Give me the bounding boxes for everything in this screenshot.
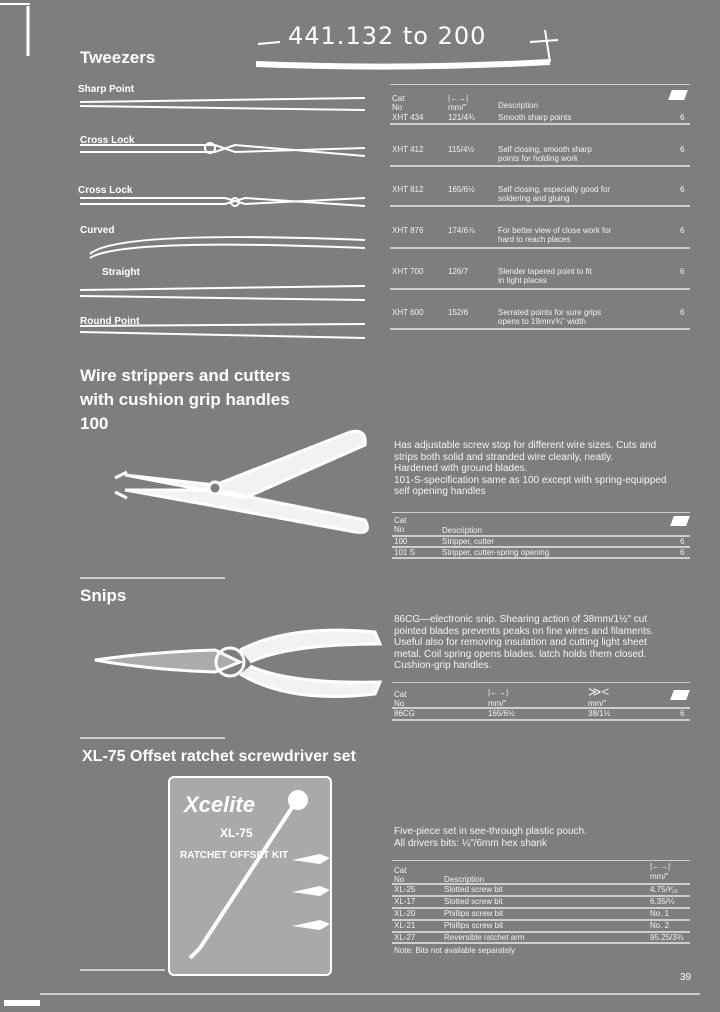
strippers-title-line1: Wire strippers and cutters — [80, 366, 291, 385]
corner-mark — [0, 0, 40, 60]
row-cat: XHT 434 — [392, 113, 424, 122]
col-no: No — [394, 525, 405, 534]
row-qty: 6 — [680, 548, 685, 557]
row-cat: XHT 812 — [392, 185, 424, 194]
row-cat: 100 — [394, 537, 408, 546]
row-qty: 6 — [680, 267, 685, 276]
snips-description — [394, 614, 704, 672]
row-desc-2: hard to reach places — [498, 235, 571, 244]
col-length-symbol: |←→| — [488, 688, 509, 697]
col-size-unit: mm/" — [448, 103, 467, 112]
col-size-symbol: |←→| — [650, 862, 671, 871]
tweezer-label-cross-lock-1: Cross Lock — [80, 135, 135, 146]
col-cat: Cat — [392, 94, 405, 103]
screwdriver-table — [392, 860, 690, 956]
footer-rule — [0, 982, 720, 1012]
tweezer-label-straight: Straight — [102, 267, 140, 278]
screwdriver-bits-illustration — [290, 850, 350, 970]
col-cut-unit: mm/" — [588, 699, 607, 708]
screwdriver-title: XL-75 Offset ratchet screwdriver set — [82, 748, 356, 765]
row-qty: 6 — [680, 145, 685, 154]
row-size: 95.25/3¾ — [650, 933, 684, 942]
wire-stripper-illustration — [95, 420, 385, 550]
section-rule — [80, 968, 230, 972]
tweezers-table — [390, 84, 690, 334]
row-cut: 38/1½ — [588, 709, 611, 718]
col-no: No — [394, 875, 405, 884]
row-cat: XHT 412 — [392, 145, 424, 154]
strippers-title-line2: with cushion grip handles — [80, 390, 290, 409]
row-cat: 101 S — [394, 548, 415, 557]
row-desc-2: in tight places — [498, 276, 547, 285]
row-desc: Phillips screw bit — [444, 909, 504, 918]
snips-table — [392, 682, 690, 722]
row-qty: 6 — [680, 185, 685, 194]
screwdriver-desc-line: All drivers bits: ¼"/6mm hex shank — [394, 837, 548, 849]
col-length-unit: mm/" — [488, 699, 507, 708]
col-cat: Cat — [394, 690, 407, 699]
row-size: No. 1 — [650, 909, 670, 918]
snips-title: Snips — [80, 586, 127, 605]
col-size-unit: mm/" — [650, 872, 669, 881]
row-cat: XHT 600 — [392, 308, 424, 317]
col-desc: Description — [498, 101, 539, 110]
row-cat: XHT 700 — [392, 267, 424, 276]
col-cut-symbol: ≫< — [588, 684, 610, 699]
row-desc: Stripper, cutter — [442, 537, 495, 546]
tweezers-illustrations — [75, 90, 375, 350]
row-desc: For better view of close work for — [498, 226, 612, 235]
tweezers-title: Tweezers — [80, 48, 156, 67]
row-cat: XL-21 — [394, 921, 416, 930]
tweezer-label-curved: Curved — [80, 225, 115, 236]
page-number: 39 — [680, 972, 692, 983]
section-rule — [80, 736, 230, 740]
snips-desc-line: Useful also for removing insulation and cutting light sheet — [394, 637, 647, 648]
strippers-desc-line: Hardened with ground blades. — [394, 463, 528, 474]
snips-desc-line: Cushion-grip handles. — [394, 660, 492, 671]
row-desc-2: soldering and gluing — [498, 194, 570, 203]
row-size: 4.75/³⁄₁₆ — [650, 885, 678, 894]
row-desc: Reversible ratchet arm — [444, 933, 525, 942]
row-size: 165/6½ — [448, 185, 475, 194]
row-size: 126/7 — [448, 267, 469, 276]
section-rule — [80, 576, 230, 580]
row-desc: Slender tapered point to fit — [498, 267, 592, 276]
row-size: 115/4½ — [448, 145, 475, 154]
pouch-text: RATCHET OFFSET KIT — [180, 850, 289, 861]
row-desc: Self closing, especially good for — [498, 185, 611, 194]
tweezer-label-cross-lock-2: Cross Lock — [78, 185, 133, 196]
strippers-description — [394, 440, 704, 498]
pouch-model: XL-75 — [220, 826, 253, 840]
strippers-table — [392, 512, 690, 560]
row-length: 165/6½ — [488, 709, 515, 718]
row-qty: 6 — [680, 709, 685, 718]
row-qty: 6 — [680, 113, 685, 122]
row-desc: Stripper, cutter-spring opening — [442, 548, 550, 557]
row-desc: Self closing, smooth sharp — [498, 145, 592, 154]
snips-illustration — [90, 622, 390, 712]
row-cat: XL-17 — [394, 897, 416, 906]
row-qty: 6 — [680, 226, 685, 235]
strippers-title-line3: 100 — [80, 414, 109, 433]
row-cat: XL-20 — [394, 909, 416, 918]
snips-table-rules — [392, 682, 690, 722]
row-desc: Phillips screw bit — [444, 921, 504, 930]
row-size: 174/6⅞ — [448, 226, 475, 235]
screwdriver-table-rules — [392, 860, 690, 944]
row-cat: 86CG — [394, 709, 415, 718]
snips-desc-line: 86CG—electronic snip. Shearing action of 38mm/1½" cut — [394, 614, 648, 625]
strippers-desc-line: Has adjustable screw stop for different wire sizes. Cuts and — [394, 440, 657, 451]
row-desc: Slotted screw bit — [444, 897, 503, 906]
row-size: No. 2 — [650, 921, 670, 930]
row-size: 6.35/¼ — [650, 897, 675, 906]
col-no: No — [392, 103, 403, 112]
screwdriver-description — [394, 826, 704, 849]
row-desc: Smooth sharp points — [498, 113, 572, 122]
strippers-desc-line: strips both solid and stranded wire cleanly, neatly. — [394, 451, 614, 463]
tweezer-label-sharp-point: Sharp Point — [78, 84, 135, 95]
row-cat: XHT 876 — [392, 226, 424, 235]
handwritten-underline — [250, 20, 570, 70]
screwdriver-desc-line: Five-piece set in see-through plastic pouch. — [394, 826, 587, 837]
snips-desc-line: pointed blades prevents peaks on fine wires and filaments. — [394, 625, 654, 637]
row-desc: Slotted screw bit — [444, 885, 503, 894]
col-desc: Description — [442, 526, 483, 535]
pouch-brand: Xcelite — [184, 792, 255, 817]
row-desc-2: points for holding work — [498, 154, 579, 163]
row-desc-2: opens to 19mm/¾" width — [498, 317, 586, 326]
handwritten-catalog-range: 441.132 to 200 — [288, 22, 487, 50]
col-no: No — [394, 699, 405, 708]
table-note: Note: Bits not available separately — [394, 946, 515, 955]
col-cat: Cat — [394, 516, 407, 525]
row-qty: 6 — [680, 537, 685, 546]
snips-desc-line: metal. Coil spring opens blades. latch holds them closed. — [394, 648, 647, 660]
strippers-desc-line: self opening handles — [394, 486, 486, 497]
strippers-desc-line: 101-S-specification same as 100 except with spring-equipped — [394, 474, 667, 486]
col-size-symbol: |←→| — [448, 94, 469, 103]
row-desc: Serrated points for sure grips — [498, 308, 602, 317]
row-size: 152/6 — [448, 308, 469, 317]
col-cat: Cat — [394, 866, 407, 875]
row-size: 121/4¾ — [448, 113, 475, 122]
row-qty: 6 — [680, 308, 685, 317]
tweezer-label-round-point: Round Point — [80, 316, 140, 327]
row-cat: XL-25 — [394, 885, 416, 894]
col-desc: Description — [444, 875, 485, 884]
row-cat: XL-27 — [394, 933, 416, 942]
